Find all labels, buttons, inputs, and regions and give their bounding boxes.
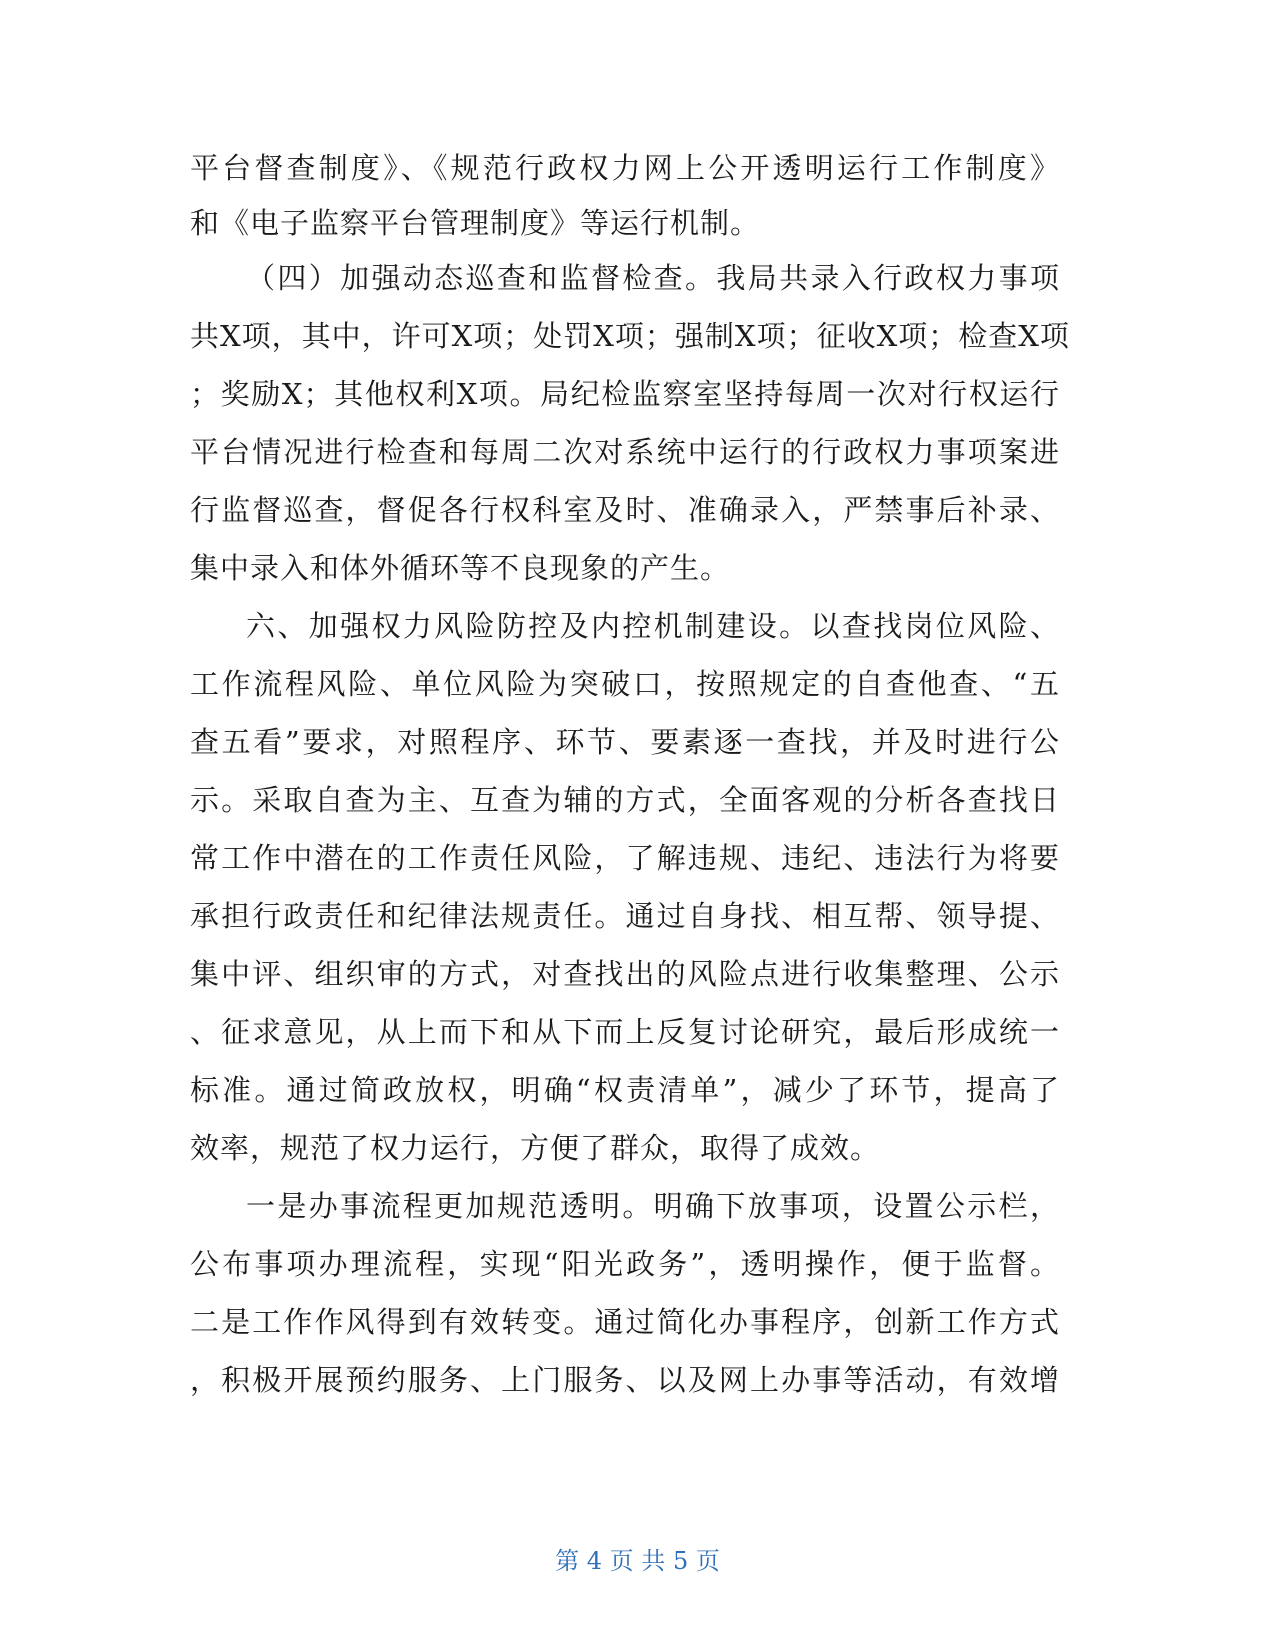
body-text-line: 集中评、组织审的方式，对查找出的风险点进行收集整理、公示 — [190, 957, 1060, 991]
body-text-line: 平台情况进行检查和每周二次对系统中运行的行政权力事项案进 — [190, 435, 1060, 469]
body-text-line: 二是工作作风得到有效转变。通过简化办事程序，创新工作方式 — [190, 1305, 1060, 1339]
section-heading-line: 一是办事流程更加规范透明。明确下放事项，设置公示栏， — [246, 1189, 1060, 1223]
body-text-line: 工作流程风险、单位风险为突破口，按照规定的自查他查、“五 — [190, 667, 1060, 701]
body-text-line: 标准。通过简政放权，明确“权责清单”，减少了环节，提高了 — [190, 1073, 1060, 1107]
body-text-line: 和《电子监察平台管理制度》等运行机制。 — [190, 206, 761, 240]
body-text-line: 平台督查制度》、《规范行政权力网上公开透明运行工作制度》 — [190, 151, 1060, 185]
page-number-footer: 第 4 页 共 5 页 — [555, 1547, 720, 1575]
body-text-line: 常工作中潜在的工作责任风险，了解违规、违纪、违法行为将要 — [190, 841, 1060, 875]
body-text-line: 查五看”要求，对照程序、环节、要素逐一查找，并及时进行公 — [190, 725, 1060, 759]
section-heading-line: 六、加强权力风险防控及内控机制建设。以查找岗位风险、 — [246, 609, 1060, 643]
body-text-line: ；奖励X；其他权利X项。局纪检监察室坚持每周一次对行权运行 — [190, 377, 1060, 411]
body-text-line: 公布事项办理流程，实现“阳光政务”，透明操作，便于监督。 — [190, 1247, 1060, 1281]
body-text-line: ，积极开展预约服务、上门服务、以及网上办事等活动，有效增 — [190, 1363, 1060, 1397]
body-text-line: 承担行政责任和纪律法规责任。通过自身找、相互帮、领导提、 — [190, 899, 1060, 933]
body-text-line: 效率，规范了权力运行，方便了群众，取得了成效。 — [190, 1131, 881, 1165]
body-text-line: 、征求意见，从上而下和从下而上反复讨论研究，最后形成统一 — [190, 1015, 1060, 1049]
body-text-line: 行监督巡查，督促各行权科室及时、准确录入，严禁事后补录、 — [190, 493, 1060, 527]
section-heading-line: （四）加强动态巡查和监督检查。我局共录入行政权力事项 — [246, 261, 1060, 295]
body-text-line: 共X项，其中，许可X项；处罚X项；强制X项；征收X项；检查X项 — [190, 319, 1070, 353]
body-text-line: 集中录入和体外循环等不良现象的产生。 — [190, 551, 731, 585]
body-text-line: 示。采取自查为主、互查为辅的方式，全面客观的分析各查找日 — [190, 783, 1060, 817]
